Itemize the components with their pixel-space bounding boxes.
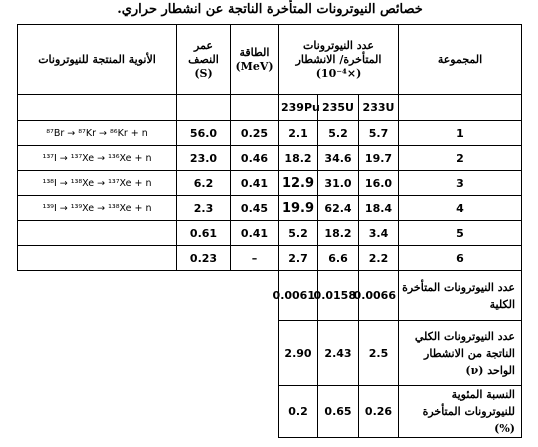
summary-pu239-cell: 0.0061 (279, 271, 318, 321)
reaction-cell: ⁸⁷Br → ⁸⁷Kr → ⁸⁶Kr + n (18, 121, 177, 146)
summary-label: عدد النيوترونات المتأخرة الكلية (399, 271, 522, 321)
u235-cell: 6.6 (318, 246, 359, 271)
isotope-u235: 235U (318, 95, 359, 121)
table-row (18, 196, 522, 221)
header-group: المجموعة (399, 25, 522, 95)
summary-label: عدد النيوترونات الكلي الناتجة من الانشطار الواحد (ν) (399, 321, 522, 386)
half-life-cell: 2.3 (177, 196, 231, 221)
isotope-u233: 233U (359, 95, 399, 121)
header-delayed-per-fission (279, 25, 399, 95)
pu239-cell: 12.9 (279, 171, 318, 196)
summary-blank (18, 271, 279, 321)
pu239-cell: 5.2 (279, 221, 318, 246)
header-half-life (177, 25, 231, 95)
group-cell: 3 (399, 171, 522, 196)
header-half-life-label: عمر النصف (188, 38, 219, 66)
summary-pu239-cell: 2.90 (279, 321, 318, 386)
reaction-cell (18, 221, 177, 246)
header-energy (231, 25, 279, 95)
half-life-cell: 56.0 (177, 121, 231, 146)
group-cell: 1 (399, 121, 522, 146)
table-row (18, 246, 522, 271)
delayed-neutrons-table (17, 24, 522, 438)
summary-u233-cell: 0.0066 (359, 271, 399, 321)
isotope-row (18, 95, 522, 121)
summary-blank (18, 386, 279, 438)
u235-cell: 31.0 (318, 171, 359, 196)
energy-cell: 0.45 (231, 196, 279, 221)
isotope-pu239: 239Pu (279, 95, 318, 121)
table-title: خصائص النيوترونات المتأخرة الناتجة عن انشطار حراري. (117, 2, 423, 17)
half-life-cell: 23.0 (177, 146, 231, 171)
summary-u235-cell: 0.0158 (318, 271, 359, 321)
table-row (18, 221, 522, 246)
summary-blank (18, 321, 279, 386)
half-life-cell: 0.23 (177, 246, 231, 271)
pu239-cell: 2.7 (279, 246, 318, 271)
energy-cell: 0.25 (231, 121, 279, 146)
reaction-cell (18, 246, 177, 271)
table-row (18, 146, 522, 171)
u233-cell: 2.2 (359, 246, 399, 271)
summary-u235-cell: 2.43 (318, 321, 359, 386)
group-cell: 4 (399, 196, 522, 221)
u233-cell: 18.4 (359, 196, 399, 221)
isotope-row-empty-half-life (177, 95, 231, 121)
header-delayed-per-fission-unit: (10⁻⁴×) (315, 66, 362, 80)
half-life-cell: 6.2 (177, 171, 231, 196)
isotope-row-empty-nuclei (18, 95, 177, 121)
u235-cell: 5.2 (318, 121, 359, 146)
u235-cell: 18.2 (318, 221, 359, 246)
header-half-life-unit: (S) (194, 66, 213, 80)
summary-row (18, 321, 522, 386)
isotope-row-empty-group (399, 95, 522, 121)
u233-cell: 3.4 (359, 221, 399, 246)
header-row (18, 25, 522, 95)
pu239-cell: 19.9 (279, 196, 318, 221)
header-energy-label: الطاقة (239, 45, 270, 59)
header-delayed-per-fission-label: عدد النيوترونات المتأخرة/ الانشطار (295, 38, 382, 66)
summary-u233-cell: 2.5 (359, 321, 399, 386)
u233-cell: 19.7 (359, 146, 399, 171)
summary-row (18, 386, 522, 438)
u233-cell: 5.7 (359, 121, 399, 146)
energy-cell: – (231, 246, 279, 271)
u235-cell: 34.6 (318, 146, 359, 171)
u235-cell: 62.4 (318, 196, 359, 221)
reaction-cell: ¹³⁹I → ¹³⁹Xe → ¹³⁸Xe + n (18, 196, 177, 221)
energy-cell: 0.41 (231, 221, 279, 246)
pu239-cell: 18.2 (279, 146, 318, 171)
group-cell: 2 (399, 146, 522, 171)
table-row (18, 121, 522, 146)
table-row (18, 171, 522, 196)
energy-cell: 0.46 (231, 146, 279, 171)
group-cell: 6 (399, 246, 522, 271)
summary-pu239-cell: 0.2 (279, 386, 318, 438)
header-parent-nuclei: الأنوية المنتجة للنيوترونات (18, 25, 177, 95)
reaction-cell: ¹³⁷I → ¹³⁷Xe → ¹³⁶Xe + n (18, 146, 177, 171)
header-energy-unit: (MeV) (235, 59, 274, 73)
energy-cell: 0.41 (231, 171, 279, 196)
summary-label: النسبة المئوية للنيوترونات المتأخرة (%) (399, 386, 522, 438)
summary-u235-cell: 0.65 (318, 386, 359, 438)
u233-cell: 16.0 (359, 171, 399, 196)
reaction-cell: ¹³⁸I → ¹³⁸Xe → ¹³⁷Xe + n (18, 171, 177, 196)
summary-row (18, 271, 522, 321)
pu239-cell: 2.1 (279, 121, 318, 146)
summary-u233-cell: 0.26 (359, 386, 399, 438)
half-life-cell: 0.61 (177, 221, 231, 246)
group-cell: 5 (399, 221, 522, 246)
isotope-row-empty-energy (231, 95, 279, 121)
